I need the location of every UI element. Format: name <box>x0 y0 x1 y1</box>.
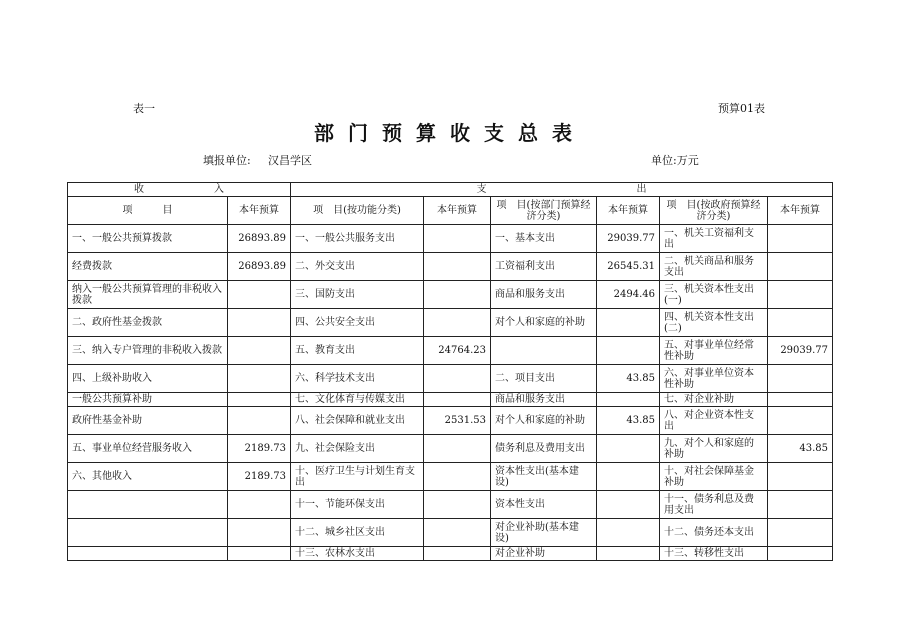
col-header-function-budget: 本年预算 <box>424 197 491 225</box>
cell-dept-econ-budget: 43.85 <box>597 407 660 435</box>
cell-function-item: 八、社会保障和就业支出 <box>291 407 424 435</box>
table-row <box>68 225 833 253</box>
table-row <box>68 435 833 463</box>
cell-dept-econ-item: 资本性支出(基本建设) <box>491 463 597 491</box>
cell-gov-econ-item: 四、机关资本性支出(二) <box>660 309 768 337</box>
cell-dept-econ-item: 对企业补助 <box>491 547 597 561</box>
cell-function-item: 九、社会保险支出 <box>291 435 424 463</box>
page-title: 部门预算收支总表 <box>314 121 586 145</box>
cell-income-item: 三、纳入专户管理的非税收入拨款 <box>68 337 228 365</box>
cell-income-item <box>68 547 228 561</box>
cell-function-budget <box>424 281 491 309</box>
cell-gov-econ-budget: 29039.77 <box>768 337 833 365</box>
col-header-dept-econ-item: 项 目(按部门预算经济分类) <box>491 197 597 225</box>
cell-gov-econ-budget: 43.85 <box>768 435 833 463</box>
cell-function-item: 三、国防支出 <box>291 281 424 309</box>
group-header-row <box>68 183 833 197</box>
cell-income-budget <box>228 547 291 561</box>
cell-income-budget <box>228 491 291 519</box>
cell-function-budget: 2531.53 <box>424 407 491 435</box>
cell-function-budget <box>424 365 491 393</box>
cell-income-budget <box>228 407 291 435</box>
cell-income-item: 二、政府性基金拨款 <box>68 309 228 337</box>
expense-group-header: 支 出 <box>291 183 833 197</box>
cell-income-budget: 2189.73 <box>228 435 291 463</box>
cell-income-item: 六、其他收入 <box>68 463 228 491</box>
cell-income-budget: 2189.73 <box>228 463 291 491</box>
cell-gov-econ-item: 七、对企业补助 <box>660 393 768 407</box>
cell-gov-econ-item: 五、对事业单位经常性补助 <box>660 337 768 365</box>
table-row <box>68 519 833 547</box>
cell-dept-econ-budget <box>597 435 660 463</box>
col-header-function-item: 项 目(按功能分类) <box>291 197 424 225</box>
cell-function-budget <box>424 253 491 281</box>
table-row <box>68 547 833 561</box>
cell-gov-econ-budget <box>768 225 833 253</box>
cell-income-budget <box>228 365 291 393</box>
cell-gov-econ-item: 十二、债务还本支出 <box>660 519 768 547</box>
cell-income-budget <box>228 393 291 407</box>
cell-function-budget <box>424 309 491 337</box>
cell-function-budget <box>424 491 491 519</box>
cell-function-budget <box>424 547 491 561</box>
cell-function-item: 二、外交支出 <box>291 253 424 281</box>
cell-function-item: 十三、农林水支出 <box>291 547 424 561</box>
cell-gov-econ-budget <box>768 309 833 337</box>
table-row <box>68 491 833 519</box>
cell-dept-econ-item: 债务利息及费用支出 <box>491 435 597 463</box>
cell-gov-econ-item: 六、对事业单位资本性补助 <box>660 365 768 393</box>
cell-gov-econ-item: 一、机关工资福利支出 <box>660 225 768 253</box>
col-header-dept-econ-budget: 本年预算 <box>597 197 660 225</box>
budget-table <box>67 182 833 561</box>
cell-dept-econ-item: 对个人和家庭的补助 <box>491 309 597 337</box>
table-row <box>68 407 833 435</box>
cell-gov-econ-item: 九、对个人和家庭的补助 <box>660 435 768 463</box>
table-row <box>68 365 833 393</box>
cell-dept-econ-budget <box>597 519 660 547</box>
cell-income-budget <box>228 281 291 309</box>
currency-unit: 单位:万元 <box>651 154 699 167</box>
cell-income-item: 一、一般公共预算拨款 <box>68 225 228 253</box>
cell-dept-econ-budget <box>597 337 660 365</box>
cell-gov-econ-budget <box>768 547 833 561</box>
cell-dept-econ-item: 二、项目支出 <box>491 365 597 393</box>
cell-income-item: 纳入一般公共预算管理的非税收入拨款 <box>68 281 228 309</box>
cell-income-item: 政府性基金补助 <box>68 407 228 435</box>
cell-function-item: 五、教育支出 <box>291 337 424 365</box>
cell-gov-econ-budget <box>768 463 833 491</box>
cell-function-item: 十二、城乡社区支出 <box>291 519 424 547</box>
cell-gov-econ-item: 八、对企业资本性支出 <box>660 407 768 435</box>
cell-gov-econ-budget <box>768 281 833 309</box>
cell-gov-econ-item: 十三、转移性支出 <box>660 547 768 561</box>
cell-function-budget <box>424 435 491 463</box>
col-header-income-budget: 本年预算 <box>228 197 291 225</box>
cell-gov-econ-item: 十、对社会保障基金补助 <box>660 463 768 491</box>
cell-income-item: 五、事业单位经营服务收入 <box>68 435 228 463</box>
table-number: 表一 <box>133 102 155 115</box>
cell-gov-econ-budget <box>768 491 833 519</box>
cell-dept-econ-budget <box>597 491 660 519</box>
cell-function-item: 六、科学技术支出 <box>291 365 424 393</box>
cell-gov-econ-budget <box>768 393 833 407</box>
cell-dept-econ-budget: 2494.46 <box>597 281 660 309</box>
cell-function-budget <box>424 519 491 547</box>
cell-income-item <box>68 519 228 547</box>
filing-unit-value: 汉昌学区 <box>268 154 312 167</box>
cell-income-item: 四、上级补助收入 <box>68 365 228 393</box>
cell-dept-econ-item: 一、基本支出 <box>491 225 597 253</box>
filing-unit-label: 填报单位: <box>203 154 251 167</box>
cell-dept-econ-budget <box>597 547 660 561</box>
cell-income-budget: 26893.89 <box>228 253 291 281</box>
cell-dept-econ-budget: 43.85 <box>597 365 660 393</box>
table-row <box>68 281 833 309</box>
cell-income-budget <box>228 309 291 337</box>
table-row <box>68 309 833 337</box>
cell-dept-econ-item: 对个人和家庭的补助 <box>491 407 597 435</box>
table-row <box>68 463 833 491</box>
col-header-gov-econ-item: 项 目(按政府预算经济分类) <box>660 197 768 225</box>
cell-income-budget <box>228 337 291 365</box>
cell-function-budget <box>424 225 491 253</box>
cell-dept-econ-budget: 29039.77 <box>597 225 660 253</box>
cell-gov-econ-item: 三、机关资本性支出(一) <box>660 281 768 309</box>
column-header-row <box>68 197 833 225</box>
cell-gov-econ-budget <box>768 365 833 393</box>
cell-income-item <box>68 491 228 519</box>
cell-dept-econ-item: 资本性支出 <box>491 491 597 519</box>
table-row <box>68 337 833 365</box>
form-number: 预算01表 <box>718 102 765 115</box>
table-row <box>68 393 833 407</box>
cell-dept-econ-budget: 26545.31 <box>597 253 660 281</box>
cell-function-item: 十一、节能环保支出 <box>291 491 424 519</box>
cell-dept-econ-budget <box>597 309 660 337</box>
cell-dept-econ-item: 商品和服务支出 <box>491 281 597 309</box>
cell-income-budget: 26893.89 <box>228 225 291 253</box>
income-group-header: 收 入 <box>68 183 291 197</box>
cell-function-budget <box>424 393 491 407</box>
cell-dept-econ-budget <box>597 393 660 407</box>
cell-function-item: 四、公共安全支出 <box>291 309 424 337</box>
cell-income-item: 经费拨款 <box>68 253 228 281</box>
table-row <box>68 253 833 281</box>
col-header-gov-econ-budget: 本年预算 <box>768 197 833 225</box>
cell-income-budget <box>228 519 291 547</box>
cell-dept-econ-item <box>491 337 597 365</box>
cell-gov-econ-item: 十一、债务利息及费用支出 <box>660 491 768 519</box>
cell-gov-econ-budget <box>768 407 833 435</box>
cell-function-item: 七、文化体育与传媒支出 <box>291 393 424 407</box>
cell-function-item: 十、医疗卫生与计划生育支出 <box>291 463 424 491</box>
cell-gov-econ-item: 二、机关商品和服务支出 <box>660 253 768 281</box>
col-header-income-item: 项 目 <box>68 197 228 225</box>
cell-function-budget <box>424 463 491 491</box>
cell-function-budget: 24764.23 <box>424 337 491 365</box>
cell-dept-econ-budget <box>597 463 660 491</box>
cell-function-item: 一、一般公共服务支出 <box>291 225 424 253</box>
cell-dept-econ-item: 工资福利支出 <box>491 253 597 281</box>
cell-dept-econ-item: 对企业补助(基本建设) <box>491 519 597 547</box>
cell-dept-econ-item: 商品和服务支出 <box>491 393 597 407</box>
cell-gov-econ-budget <box>768 519 833 547</box>
cell-gov-econ-budget <box>768 253 833 281</box>
cell-income-item: 一般公共预算补助 <box>68 393 228 407</box>
